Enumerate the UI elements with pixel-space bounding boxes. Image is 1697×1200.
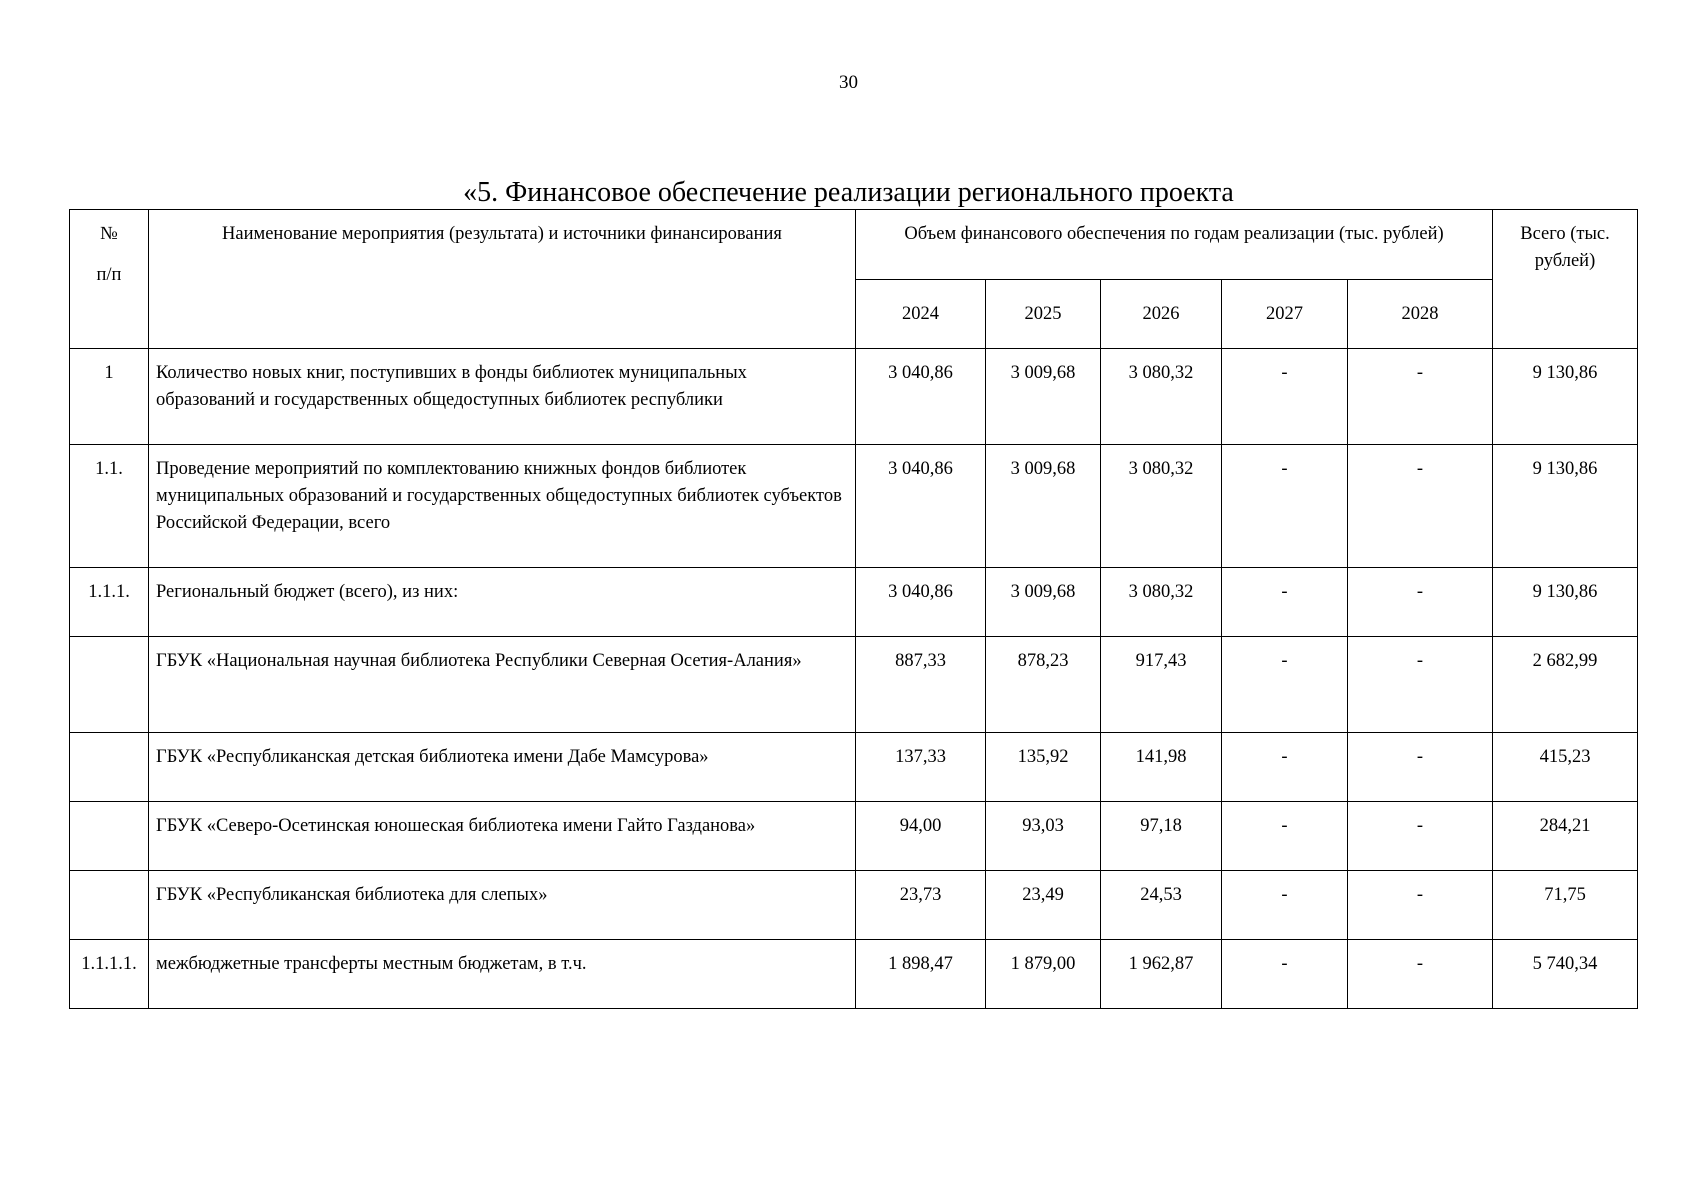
- row-name: ГБУК «Северо-Осетинская юношеская библиотека имени Гайто Газданова»: [149, 802, 856, 871]
- value-2028: -: [1348, 568, 1493, 637]
- row-name: межбюджетные трансферты местным бюджетам, в т.ч.: [149, 940, 856, 1009]
- value-2028: -: [1348, 940, 1493, 1009]
- header-year-2026: 2026: [1101, 280, 1222, 349]
- header-number: [70, 210, 149, 349]
- header-year-2025: 2025: [986, 280, 1101, 349]
- row-number: 1.1.1.1.: [70, 940, 149, 1009]
- row-number: [70, 871, 149, 940]
- value-2026: 3 080,32: [1101, 349, 1222, 445]
- table-row: [70, 445, 1638, 568]
- value-2027: -: [1222, 349, 1348, 445]
- value-total: 415,23: [1493, 733, 1638, 802]
- value-2027: -: [1222, 568, 1348, 637]
- header-years-group: Объем финансового обеспечения по годам реализации (тыс. рублей): [856, 210, 1493, 280]
- value-2025: 878,23: [986, 637, 1101, 733]
- header-name: Наименование мероприятия (результата) и источники финансирования: [149, 210, 856, 349]
- value-2024: 1 898,47: [856, 940, 986, 1009]
- value-2026: 97,18: [1101, 802, 1222, 871]
- section-title: «5. Финансовое обеспечение реализации регионального проекта: [463, 177, 1234, 208]
- table-row: [70, 568, 1638, 637]
- value-2028: -: [1348, 637, 1493, 733]
- value-2024: 137,33: [856, 733, 986, 802]
- value-2026: 1 962,87: [1101, 940, 1222, 1009]
- row-number: [70, 802, 149, 871]
- header-number-line1: №: [100, 224, 118, 244]
- table-header-row: [70, 210, 1638, 280]
- value-2027: -: [1222, 637, 1348, 733]
- value-2024: 3 040,86: [856, 445, 986, 568]
- table-row: [70, 733, 1638, 802]
- row-number: 1.1.1.: [70, 568, 149, 637]
- value-2025: 3 009,68: [986, 568, 1101, 637]
- value-2024: 3 040,86: [856, 568, 986, 637]
- row-name: ГБУК «Республиканская детская библиотека имени Дабе Мамсурова»: [149, 733, 856, 802]
- header-year-2028: 2028: [1348, 280, 1493, 349]
- value-2025: 3 009,68: [986, 445, 1101, 568]
- value-2025: 23,49: [986, 871, 1101, 940]
- table-row: [70, 871, 1638, 940]
- table-row: [70, 349, 1638, 445]
- header-year-2027: 2027: [1222, 280, 1348, 349]
- table-row: [70, 637, 1638, 733]
- value-2028: -: [1348, 802, 1493, 871]
- header-year-2024: 2024: [856, 280, 986, 349]
- value-2027: -: [1222, 940, 1348, 1009]
- value-2024: 23,73: [856, 871, 986, 940]
- value-2027: -: [1222, 871, 1348, 940]
- value-2025: 1 879,00: [986, 940, 1101, 1009]
- value-2026: 3 080,32: [1101, 568, 1222, 637]
- header-number-line2: п/п: [96, 265, 122, 285]
- value-2026: 24,53: [1101, 871, 1222, 940]
- row-name: Количество новых книг, поступивших в фонды библиотек муниципальных образований и государственных общедоступных библиотек республики: [149, 349, 856, 445]
- value-total: 9 130,86: [1493, 349, 1638, 445]
- table-row: [70, 940, 1638, 1009]
- value-2025: 93,03: [986, 802, 1101, 871]
- header-total: Всего (тыс. рублей): [1493, 210, 1638, 349]
- value-2026: 141,98: [1101, 733, 1222, 802]
- value-2024: 3 040,86: [856, 349, 986, 445]
- row-name: ГБУК «Национальная научная библиотека Республики Северная Осетия-Алания»: [149, 637, 856, 733]
- value-2028: -: [1348, 733, 1493, 802]
- value-2028: -: [1348, 445, 1493, 568]
- row-name: Проведение мероприятий по комплектованию книжных фондов библиотек муниципальных образований и государственных общедоступных библиотек субъектов Российской Федерации, всего: [149, 445, 856, 568]
- value-2027: -: [1222, 445, 1348, 568]
- value-total: 5 740,34: [1493, 940, 1638, 1009]
- value-2028: -: [1348, 349, 1493, 445]
- value-2026: 917,43: [1101, 637, 1222, 733]
- row-number: 1.1.: [70, 445, 149, 568]
- row-number: [70, 733, 149, 802]
- value-2027: -: [1222, 733, 1348, 802]
- value-2024: 94,00: [856, 802, 986, 871]
- value-2025: 3 009,68: [986, 349, 1101, 445]
- row-number: 1: [70, 349, 149, 445]
- value-total: 9 130,86: [1493, 445, 1638, 568]
- value-total: 284,21: [1493, 802, 1638, 871]
- value-2027: -: [1222, 802, 1348, 871]
- value-total: 71,75: [1493, 871, 1638, 940]
- value-total: 2 682,99: [1493, 637, 1638, 733]
- row-name: ГБУК «Республиканская библиотека для слепых»: [149, 871, 856, 940]
- value-total: 9 130,86: [1493, 568, 1638, 637]
- financing-table: [69, 209, 1638, 1009]
- value-2028: -: [1348, 871, 1493, 940]
- value-2025: 135,92: [986, 733, 1101, 802]
- value-2024: 887,33: [856, 637, 986, 733]
- row-name: Региональный бюджет (всего), из них:: [149, 568, 856, 637]
- row-number: [70, 637, 149, 733]
- table-row: [70, 802, 1638, 871]
- page-number: 30: [839, 72, 858, 93]
- value-2026: 3 080,32: [1101, 445, 1222, 568]
